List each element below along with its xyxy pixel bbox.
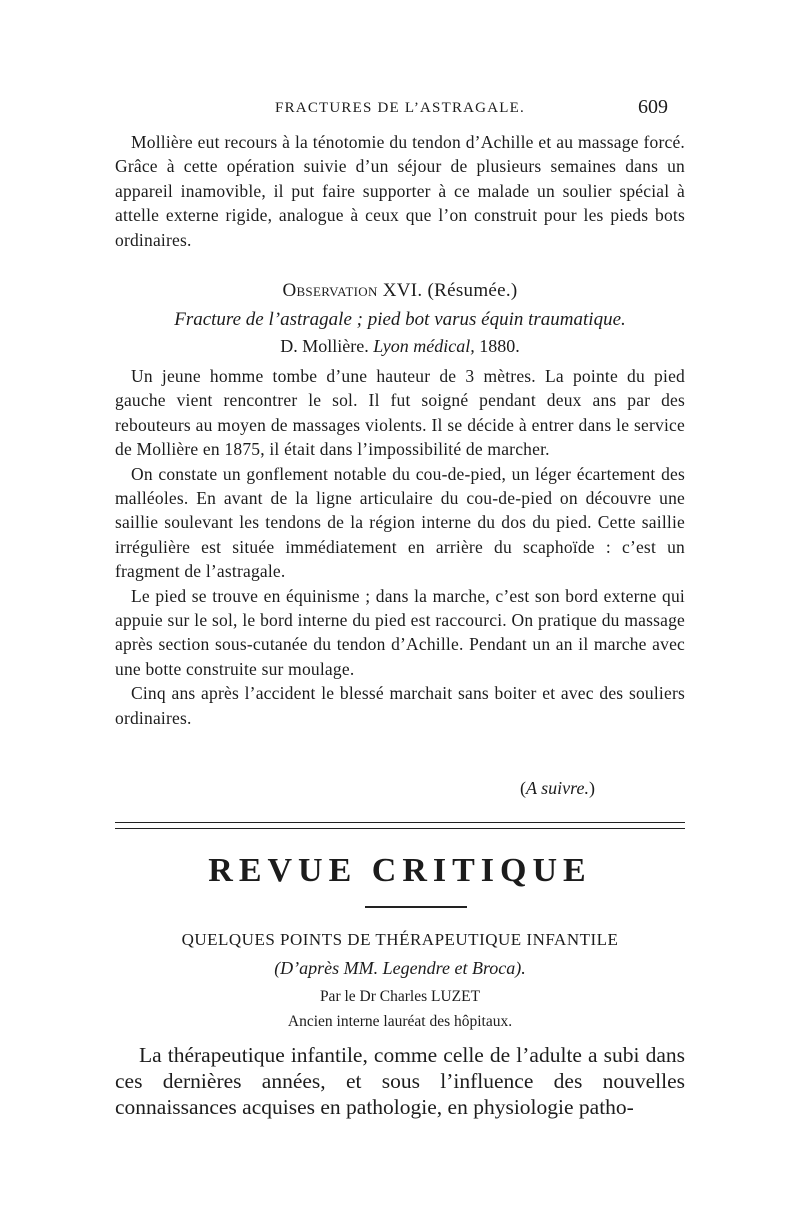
observation-paragraph: Cinq ans après l’accident le blessé marchait sans boiter et avec des souliers ordinaires. xyxy=(115,683,685,728)
source-year: 1880. xyxy=(479,336,520,356)
observation-paragraph: On constate un gonflement notable du cou-de-pied, un léger écartement des malléoles. En avant de la ligne articulaire du cou-de-pied on découvre une saillie soulevant les tendons de la région interne du dos du pied. Cette saillie irrégulière est située immédiatement en arrière du scaphoïde : c’est un fragment de l’astragale. xyxy=(115,463,685,582)
author-affiliation: Ancien interne lauréat des hôpitaux. xyxy=(287,1013,513,1030)
observation-body xyxy=(115,364,685,730)
running-header: FRACTURES DE L’ASTRAGALE. xyxy=(275,100,525,116)
title-rule xyxy=(365,906,467,908)
observation-note: (Résumée.) xyxy=(427,280,518,301)
intro-paragraph-block xyxy=(115,130,685,252)
to-be-continued xyxy=(520,778,595,799)
continued-open-paren: ( xyxy=(520,778,526,798)
observation-paragraph: Le pied se trouve en équinisme ; dans la marche, c’est son bord externe qui appuie sur le sol, le bord interne du pied est raccourci. On pratique du massage après section sous-cutanée du tendon d’Achille. Pendant un an il marche avec une botte construite sur moulage. xyxy=(115,585,685,679)
source-author: D. Mollière. xyxy=(280,336,369,356)
page-number: 609 xyxy=(638,96,668,118)
section-title: REVUE CRITIQUE xyxy=(208,852,592,889)
intro-paragraph: Mollière eut recours à la ténotomie du tendon d’Achille et au massage forcé. Grâce à cette opération suivie d’un séjour de plusieurs semaines dans un appareil inamovible, il put faire supporter à ce malade un soulier spécial à attelle externe rigide, analogue à ceux que l’on construit pour les pieds bots ordinaires. xyxy=(115,132,685,250)
observation-source xyxy=(0,336,800,357)
observation-label: Observation xyxy=(282,280,378,301)
observation-subtitle: Fracture de l’astragale ; pied bot varus équin traumatique. xyxy=(174,309,626,330)
section-divider xyxy=(115,822,685,829)
article-title: QUELQUES POINTS DE THÉRAPEUTIQUE INFANTILE xyxy=(181,930,619,949)
article-opening-text: La thérapeutique infantile, comme celle de l’adulte a subi dans ces dernières années, et sous l’influence des nouvelles connaissances acquises en pathologie, en physiologie patho- xyxy=(115,1043,685,1120)
source-journal: Lyon médical, xyxy=(373,336,475,356)
continued-text: A suivre. xyxy=(526,778,589,798)
observation-number: XVI. xyxy=(382,280,423,301)
continued-close-paren: ) xyxy=(589,778,595,798)
article-byline: Par le Dr Charles LUZET xyxy=(319,988,481,1005)
article-opening-block xyxy=(115,1042,685,1121)
article-subtitle: (D’après MM. Legendre et Broca). xyxy=(274,958,526,978)
observation-paragraph: Un jeune homme tombe d’une hauteur de 3 mètres. La pointe du pied gauche vient rencontrer le sol. Il fut soigné pendant deux ans par des rebouteurs au moyen de massages violents. Il se décide à entrer dans le service de Mollière en 1875, il était dans l’impossibilité de marcher. xyxy=(115,366,685,460)
observation-heading xyxy=(0,280,800,302)
